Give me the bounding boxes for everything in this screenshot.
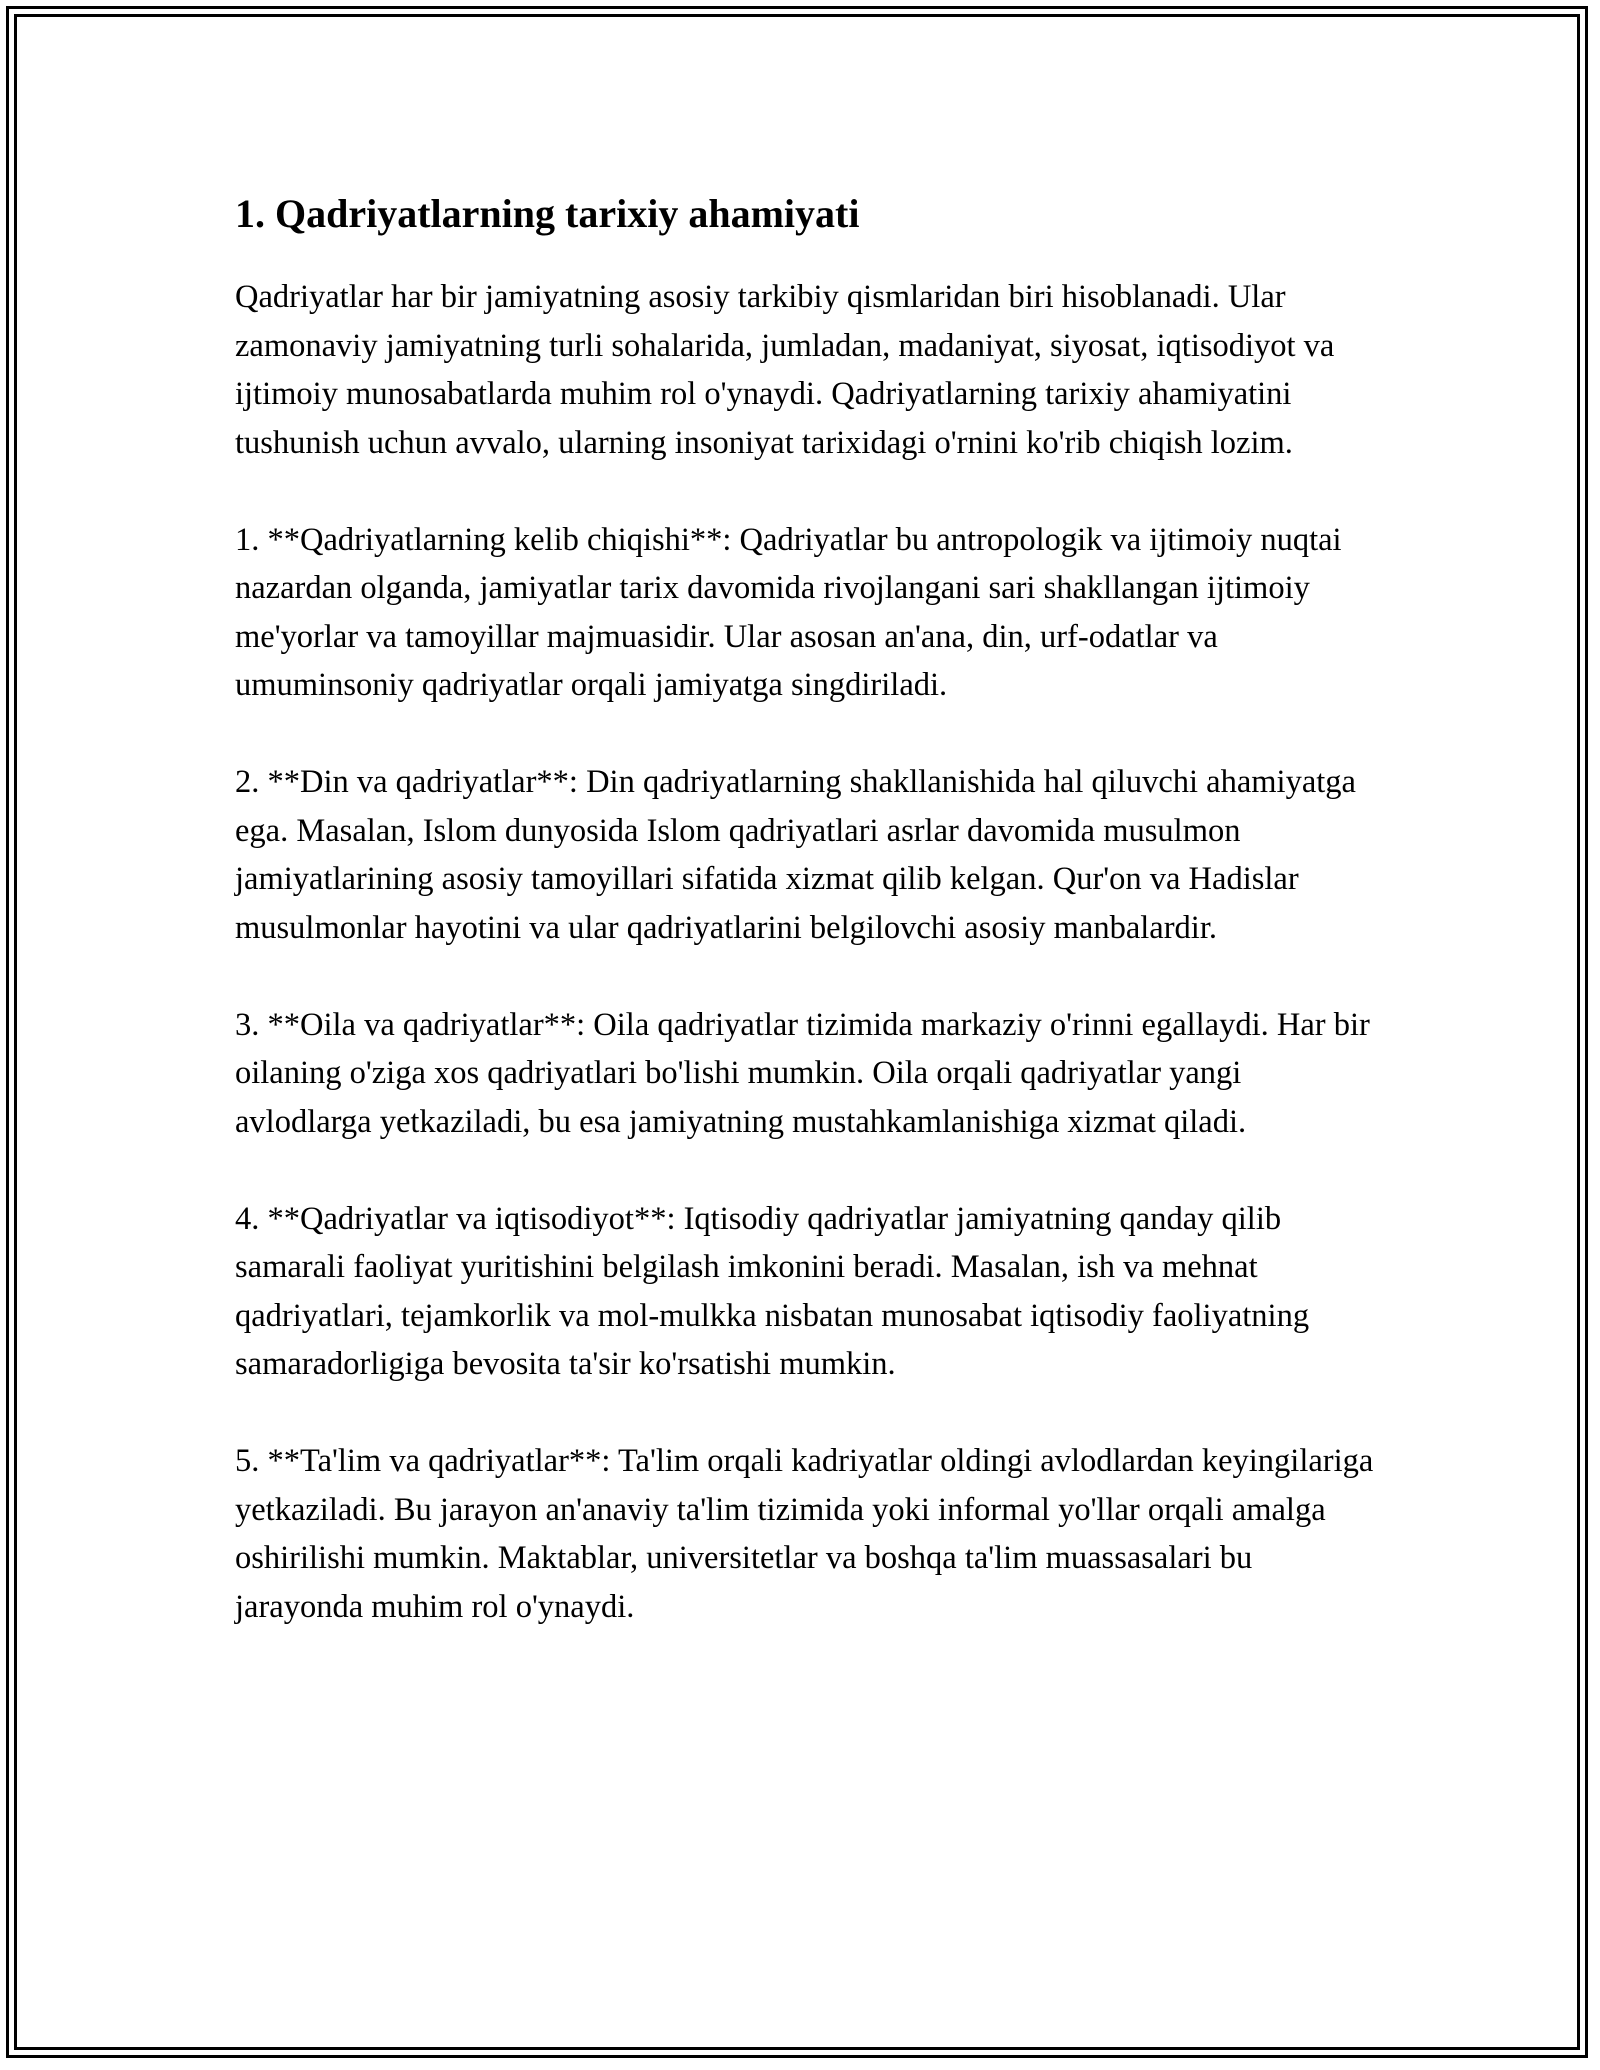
paragraph-item-2: 2. **Din va qadriyatlar**: Din qadriyatlarning shakllanishida hal qiluvchi ahamiyatga ega. Masalan, Islom dunyosida Islom qadriyatlari asrlar davomida musulmon jamiyatlarining asosiy tamoyillari sifatida xizmat qilib kelgan. Qur'on va Hadislar musulmonlar hayotini va ular qadriyatlarini belgilovchi asosiy manbalardir.	[235, 764, 1356, 946]
document-body	[235, 185, 1375, 1680]
paragraph-item-3: 3. **Oila va qadriyatlar**: Oila qadriyatlar tizimida markaziy o'rinni egallaydi. Har bir oilaning o'ziga xos qadriyatlari bo'lishi mumkin. Oila orqali qadriyatlar yangi avlodlarga yetkaziladi, bu esa jamiyatning mustahkamlanishiga xizmat qiladi.	[235, 1006, 1370, 1140]
document-title: 1. Qadriyatlarning tarixiy ahamiyati	[235, 191, 860, 236]
paragraph-item-4: 4. **Qadriyatlar va iqtisodiyot**: Iqtisodiy qadriyatlar jamiyatning qanday qilib samarali faoliyat yuritishini belgilash imkonini beradi. Masalan, ish va mehnat qadriyatlari, tejamkorlik va mol-mulkka nisbatan munosabat iqtisodiy faoliyatning samaradorligiga bevosita ta'sir ko'rsatishi mumkin.	[235, 1200, 1310, 1382]
paragraph-item-1: 1. **Qadriyatlarning kelib chiqishi**: Qadriyatlar bu antropologik va ijtimoiy nuqtai nazardan olganda, jamiyatlar tarix davomida rivojlangani sari shakllangan ijtimoiy me'yorlar va tamoyillar majmuasidir. Ular asosan an'ana, din, urf-odatlar va umuminsoniy qadriyatlar orqali jamiyatga singdiriladi.	[235, 521, 1342, 703]
paragraph-item-5: 5. **Ta'lim va qadriyatlar**: Ta'lim orqali kadriyatlar oldingi avlodlardan keyingilariga yetkaziladi. Bu jarayon an'anaviy ta'lim tizimida yoki informal yo'llar orqali amalga oshirilishi mumkin. Maktablar, universitetlar va boshqa ta'lim muassasalari bu jarayonda muhim rol o'ynaydi.	[235, 1443, 1374, 1625]
paragraph-intro: Qadriyatlar har bir jamiyatning asosiy tarkibiy qismlaridan biri hisoblanadi. Ular zamonaviy jamiyatning turli sohalarida, jumladan, madaniyat, siyosat, iqtisodiyot va ijtimoiy munosabatlarda muhim rol o'ynaydi. Qadriyatlarning tarixiy ahamiyatini tushunish uchun avvalo, ularning insoniyat tarixidagi o'rnini ko'rib chiqish lozim.	[235, 279, 1335, 461]
